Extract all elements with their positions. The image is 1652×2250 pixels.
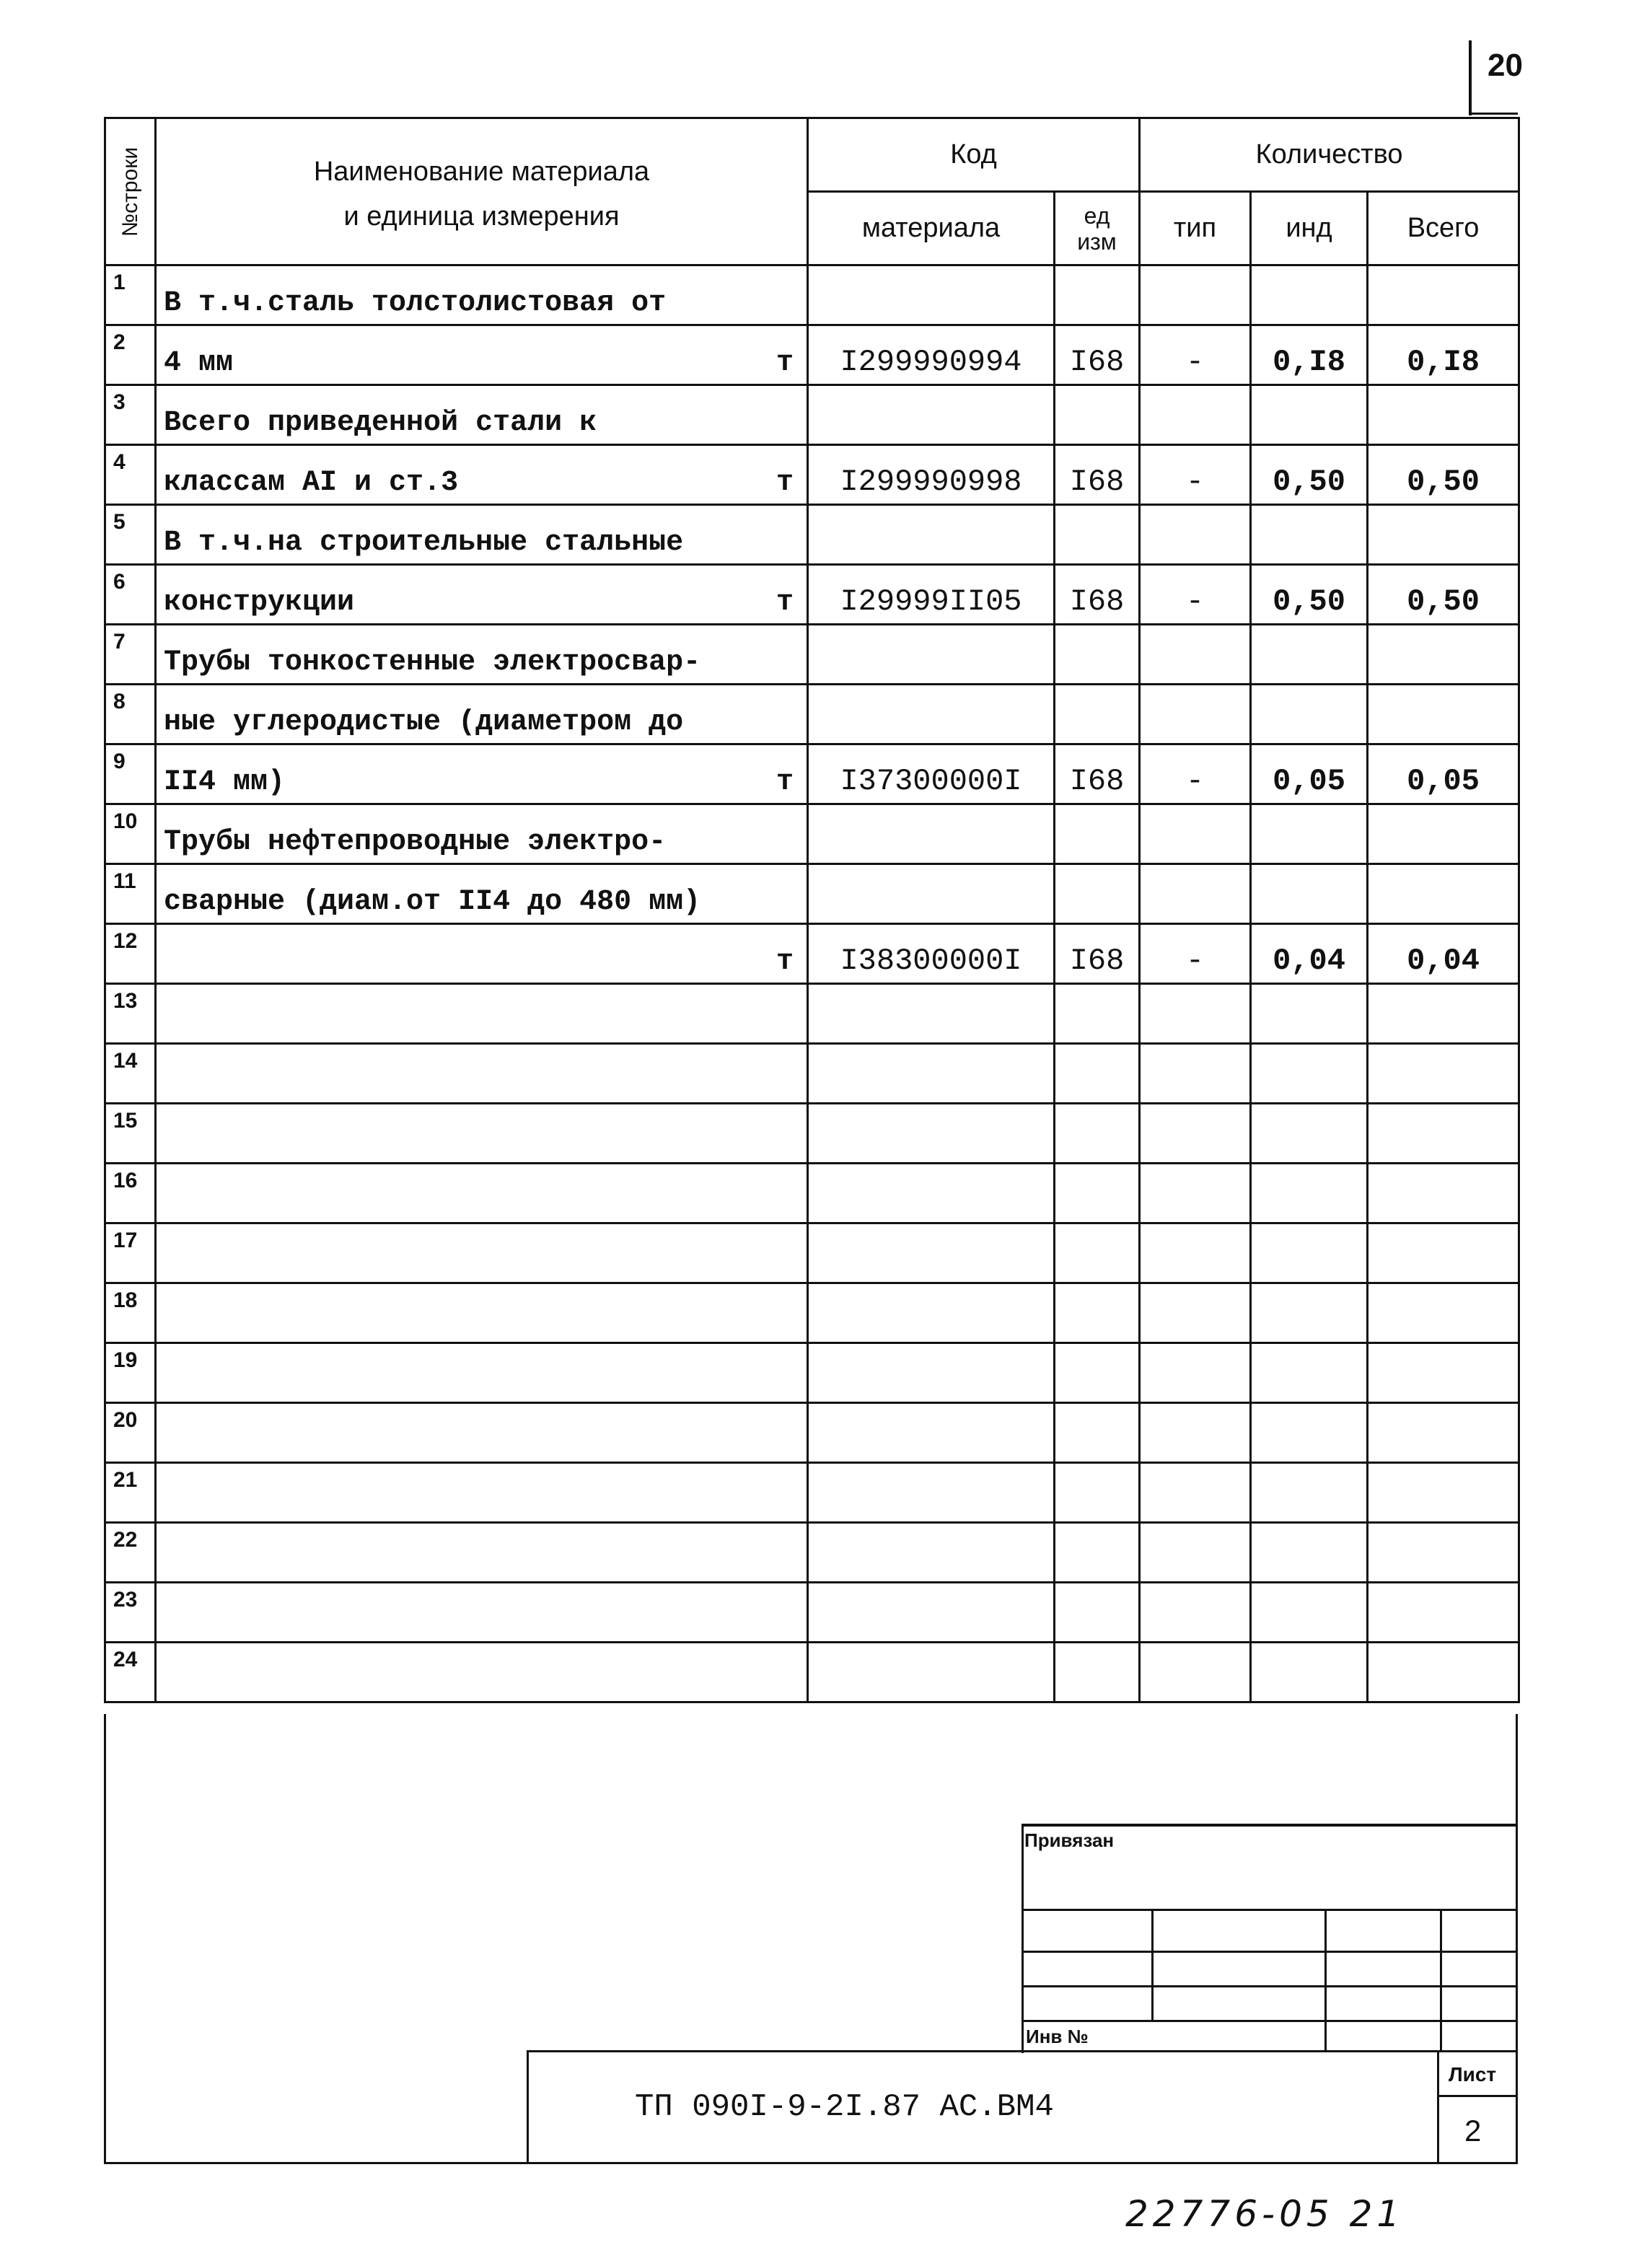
- name-cell: [156, 385, 808, 445]
- ind-text: 0,50: [1273, 584, 1345, 619]
- table-row: [105, 325, 1519, 385]
- ind-cell: [1251, 265, 1368, 325]
- row-number-cell: 14: [105, 1044, 156, 1104]
- table-row: [105, 1283, 1519, 1343]
- sheet-number: 2: [1464, 2114, 1482, 2148]
- material-code-cell: [808, 1044, 1055, 1104]
- name-cell: [156, 505, 808, 565]
- ind-cell: [1251, 385, 1368, 445]
- unit-text: т: [776, 347, 794, 379]
- unit-code-cell: [1055, 265, 1140, 325]
- unit-code-cell: [1055, 924, 1140, 984]
- material-code-cell: [808, 385, 1055, 445]
- row-number-cell: 19: [105, 1343, 156, 1403]
- ind-cell: [1251, 1583, 1368, 1643]
- material-code-text: I29999II05: [840, 584, 1022, 619]
- row-number-cell: 8: [105, 685, 156, 744]
- row-number-cell: 11: [105, 864, 156, 924]
- ind-cell: [1251, 565, 1368, 625]
- table-row: [105, 1463, 1519, 1523]
- stamp-line: [1440, 1909, 1442, 2050]
- ind-cell: [1251, 744, 1368, 804]
- type-text: -: [1185, 944, 1205, 978]
- type-cell: [1140, 1164, 1251, 1223]
- row-number-cell: 16: [105, 1164, 156, 1223]
- unit-code-cell: [1055, 385, 1140, 445]
- name-cell: [156, 924, 808, 984]
- material-code-cell: [808, 1223, 1055, 1283]
- type-cell: [1140, 1104, 1251, 1164]
- name-cell: [156, 804, 808, 864]
- ind-cell: [1251, 1463, 1368, 1523]
- material-code-cell: [808, 325, 1055, 385]
- name-cell: [156, 984, 808, 1044]
- row-number-cell: 20: [105, 1403, 156, 1463]
- ind-text: 0,05: [1273, 764, 1345, 799]
- material-code-cell: [808, 685, 1055, 744]
- table-row: [105, 1643, 1519, 1702]
- unit-code-cell: [1055, 744, 1140, 804]
- type-cell: [1140, 1223, 1251, 1283]
- unit-code-cell: [1055, 1403, 1140, 1463]
- table-row: [105, 1104, 1519, 1164]
- material-code-cell: [808, 1523, 1055, 1583]
- total-cell: [1368, 685, 1519, 744]
- table-row: [105, 1403, 1519, 1463]
- material-code-cell: [808, 984, 1055, 1044]
- material-code-cell: [808, 505, 1055, 565]
- name-cell: [156, 565, 808, 625]
- unit-code-cell: [1055, 445, 1140, 505]
- total-cell: [1368, 1583, 1519, 1643]
- unit-text: т: [776, 586, 794, 619]
- table-row: [105, 804, 1519, 864]
- ind-cell: [1251, 1643, 1368, 1702]
- material-code-cell: [808, 445, 1055, 505]
- row-number-cell: 15: [105, 1104, 156, 1164]
- total-cell: [1368, 744, 1519, 804]
- row-number-header: №строки: [105, 118, 156, 265]
- ind-header: инд: [1251, 192, 1368, 265]
- material-code-text: I299990998: [840, 465, 1022, 499]
- ind-text: 0,04: [1273, 944, 1345, 978]
- table-row: [105, 1343, 1519, 1403]
- total-cell: [1368, 864, 1519, 924]
- unit-code-cell: [1055, 565, 1140, 625]
- name-cell: [156, 1104, 808, 1164]
- row-number-cell: 1: [105, 265, 156, 325]
- unit-code-cell: [1055, 1343, 1140, 1403]
- total-cell: [1368, 445, 1519, 505]
- name-cell: [156, 864, 808, 924]
- name-text: Трубы нефтепроводные электро-: [164, 826, 667, 858]
- table-row: [105, 984, 1519, 1044]
- row-number-cell: 4: [105, 445, 156, 505]
- material-code-cell: [808, 924, 1055, 984]
- table-row: [105, 445, 1519, 505]
- ind-cell: [1251, 445, 1368, 505]
- type-cell: [1140, 1583, 1251, 1643]
- type-cell: [1140, 744, 1251, 804]
- page-number: 20: [1488, 48, 1523, 83]
- unit-code-text: I68: [1069, 944, 1125, 978]
- name-cell: [156, 625, 808, 685]
- total-cell: [1368, 1523, 1519, 1583]
- name-cell: [156, 325, 808, 385]
- document-code: ТП 090I-9-2I.87 АС.ВМ4: [635, 2089, 1054, 2125]
- name-cell: [156, 1164, 808, 1223]
- total-cell: [1368, 325, 1519, 385]
- type-header: тип: [1140, 192, 1251, 265]
- name-cell: [156, 1583, 808, 1643]
- row-number-cell: 6: [105, 565, 156, 625]
- code-header: Код: [808, 118, 1140, 192]
- row-number-cell: 22: [105, 1523, 156, 1583]
- name-cell: [156, 685, 808, 744]
- unit-text: т: [776, 467, 794, 499]
- table-row: [105, 265, 1519, 325]
- name-cell: [156, 1523, 808, 1583]
- name-cell: [156, 265, 808, 325]
- unit-code-cell: [1055, 1164, 1140, 1223]
- row-number-cell: 5: [105, 505, 156, 565]
- name-header-line1: Наименование материала: [313, 156, 650, 187]
- ind-cell: [1251, 1164, 1368, 1223]
- type-cell: [1140, 265, 1251, 325]
- ind-cell: [1251, 325, 1368, 385]
- stamp-line: [1021, 2020, 1518, 2022]
- unit-code-cell: [1055, 984, 1140, 1044]
- material-code-text: I299990994: [840, 345, 1022, 379]
- ind-cell: [1251, 625, 1368, 685]
- material-code-cell: [808, 1583, 1055, 1643]
- name-cell: [156, 1643, 808, 1702]
- material-code-cell: [808, 744, 1055, 804]
- name-text: 4 мм: [164, 347, 234, 379]
- unit-code-cell: [1055, 864, 1140, 924]
- total-cell: [1368, 1223, 1519, 1283]
- table-row: [105, 505, 1519, 565]
- name-text: ные углеродистые (диаметром до: [164, 706, 684, 739]
- type-cell: [1140, 1643, 1251, 1702]
- table-row: [105, 1523, 1519, 1583]
- type-cell: [1140, 924, 1251, 984]
- name-text: конструкции: [164, 586, 355, 619]
- title-block-divider: [1437, 2095, 1518, 2097]
- table-row: [105, 744, 1519, 804]
- table-row: [105, 685, 1519, 744]
- row-number-cell: 23: [105, 1583, 156, 1643]
- total-cell: [1368, 265, 1519, 325]
- row-number-cell: 17: [105, 1223, 156, 1283]
- name-cell: [156, 1283, 808, 1343]
- unit-code-text: I68: [1069, 465, 1125, 499]
- type-cell: [1140, 864, 1251, 924]
- name-header: [156, 118, 808, 265]
- ind-cell: [1251, 1104, 1368, 1164]
- type-cell: [1140, 804, 1251, 864]
- type-text: -: [1185, 764, 1205, 799]
- type-cell: [1140, 1523, 1251, 1583]
- ind-cell: [1251, 924, 1368, 984]
- total-cell: [1368, 1403, 1519, 1463]
- material-code-cell: [808, 1403, 1055, 1463]
- material-code-cell: [808, 1164, 1055, 1223]
- row-number-cell: 12: [105, 924, 156, 984]
- type-cell: [1140, 1403, 1251, 1463]
- type-cell: [1140, 445, 1251, 505]
- page-number-rule: [1469, 40, 1472, 115]
- unit-code-cell: [1055, 1463, 1140, 1523]
- total-text: 0,I8: [1407, 345, 1480, 379]
- total-cell: [1368, 385, 1519, 445]
- type-cell: [1140, 385, 1251, 445]
- type-cell: [1140, 565, 1251, 625]
- attached-label: Привязан: [1024, 1829, 1115, 1851]
- table-row: [105, 924, 1519, 984]
- ind-cell: [1251, 804, 1368, 864]
- name-text: II4 мм): [164, 766, 286, 799]
- title-block-divider: [1437, 2050, 1439, 2164]
- table-row: [105, 1223, 1519, 1283]
- total-cell: [1368, 1164, 1519, 1223]
- type-cell: [1140, 625, 1251, 685]
- quantity-header: Количество: [1140, 118, 1519, 192]
- table-row: [105, 864, 1519, 924]
- name-cell: [156, 1223, 808, 1283]
- name-text: Всего приведенной стали к: [164, 407, 597, 439]
- ind-cell: [1251, 1044, 1368, 1104]
- total-cell: [1368, 1463, 1519, 1523]
- ind-cell: [1251, 1223, 1368, 1283]
- type-cell: [1140, 685, 1251, 744]
- name-text: Трубы тонкостенные электросвар-: [164, 646, 701, 679]
- type-text: -: [1185, 465, 1205, 499]
- material-code-text: I38300000I: [840, 944, 1022, 978]
- total-cell: [1368, 984, 1519, 1044]
- row-number-cell: 18: [105, 1283, 156, 1343]
- total-cell: [1368, 1044, 1519, 1104]
- row-number-cell: 24: [105, 1643, 156, 1702]
- name-text: В т.ч.на строительные стальные: [164, 527, 684, 559]
- ind-text: 0,50: [1273, 465, 1345, 499]
- table-row: [105, 625, 1519, 685]
- material-header: материала: [808, 192, 1055, 265]
- unit-code-cell: [1055, 1283, 1140, 1343]
- table-row: [105, 565, 1519, 625]
- type-text: -: [1185, 584, 1205, 619]
- stamp-line: [1324, 1909, 1327, 2050]
- unit-code-cell: [1055, 685, 1140, 744]
- material-code-cell: [808, 1343, 1055, 1403]
- unit-code-cell: [1055, 1643, 1140, 1702]
- row-number-cell: 9: [105, 744, 156, 804]
- total-cell: [1368, 625, 1519, 685]
- type-cell: [1140, 505, 1251, 565]
- type-cell: [1140, 1343, 1251, 1403]
- ind-cell: [1251, 984, 1368, 1044]
- ind-text: 0,I8: [1273, 345, 1345, 379]
- name-cell: [156, 1403, 808, 1463]
- unit-code-text: I68: [1069, 584, 1125, 619]
- unit-header: ед изм: [1055, 192, 1140, 265]
- material-code-cell: [808, 565, 1055, 625]
- ind-cell: [1251, 685, 1368, 744]
- type-cell: [1140, 325, 1251, 385]
- ind-cell: [1251, 1403, 1368, 1463]
- stamp-line: [1021, 1909, 1518, 1911]
- material-code-text: I37300000I: [840, 764, 1022, 799]
- name-cell: [156, 1044, 808, 1104]
- row-number-cell: 3: [105, 385, 156, 445]
- material-code-cell: [808, 1463, 1055, 1523]
- stamp-line: [1021, 1951, 1518, 1953]
- ind-cell: [1251, 1283, 1368, 1343]
- unit-code-cell: [1055, 1223, 1140, 1283]
- material-code-cell: [808, 864, 1055, 924]
- material-code-cell: [808, 265, 1055, 325]
- unit-text: т: [776, 946, 794, 978]
- total-text: 0,05: [1407, 764, 1480, 799]
- total-text: 0,04: [1407, 944, 1480, 978]
- unit-code-cell: [1055, 1104, 1140, 1164]
- name-text: сварные (диам.от II4 до 480 мм): [164, 886, 701, 918]
- table-row: [105, 1583, 1519, 1643]
- unit-code-cell: [1055, 505, 1140, 565]
- material-code-cell: [808, 804, 1055, 864]
- row-number-cell: 10: [105, 804, 156, 864]
- page-number-underline: [1469, 113, 1518, 115]
- ind-cell: [1251, 1343, 1368, 1403]
- stamp-line: [1021, 1985, 1518, 1987]
- total-cell: [1368, 1283, 1519, 1343]
- total-header: Всего: [1368, 192, 1519, 265]
- ind-cell: [1251, 864, 1368, 924]
- unit-code-text: I68: [1069, 764, 1125, 799]
- table-row: [105, 1044, 1519, 1104]
- total-cell: [1368, 1643, 1519, 1702]
- stamp-line: [1151, 1909, 1154, 2021]
- row-number-cell: 21: [105, 1463, 156, 1523]
- material-code-cell: [808, 625, 1055, 685]
- table-row: [105, 1164, 1519, 1223]
- table-body: [105, 265, 1519, 1702]
- type-cell: [1140, 1463, 1251, 1523]
- unit-text: т: [776, 766, 794, 799]
- unit-code-cell: [1055, 804, 1140, 864]
- footer-handwritten-note: 22776-05 21: [1125, 2193, 1405, 2235]
- name-text: классам AI и ст.3: [164, 467, 459, 499]
- name-text: В т.ч.сталь толстолистовая от: [164, 287, 667, 320]
- type-text: -: [1185, 345, 1205, 379]
- table-row: [105, 385, 1519, 445]
- unit-code-cell: [1055, 625, 1140, 685]
- ind-cell: [1251, 1523, 1368, 1583]
- type-cell: [1140, 1283, 1251, 1343]
- material-code-cell: [808, 1283, 1055, 1343]
- total-cell: [1368, 804, 1519, 864]
- unit-code-cell: [1055, 1044, 1140, 1104]
- total-cell: [1368, 1343, 1519, 1403]
- ind-cell: [1251, 505, 1368, 565]
- name-header-line2: и единица измерения: [343, 201, 620, 232]
- name-cell: [156, 445, 808, 505]
- type-cell: [1140, 1044, 1251, 1104]
- name-cell: [156, 744, 808, 804]
- inventory-number-label: Инв №: [1026, 2026, 1089, 2047]
- total-cell: [1368, 565, 1519, 625]
- row-number-cell: 7: [105, 625, 156, 685]
- row-number-cell: 13: [105, 984, 156, 1044]
- material-code-cell: [808, 1104, 1055, 1164]
- unit-code-text: I68: [1069, 345, 1125, 379]
- total-cell: [1368, 505, 1519, 565]
- total-text: 0,50: [1407, 465, 1480, 499]
- material-code-cell: [808, 1643, 1055, 1702]
- total-cell: [1368, 924, 1519, 984]
- row-number-cell: 2: [105, 325, 156, 385]
- type-cell: [1140, 984, 1251, 1044]
- name-cell: [156, 1343, 808, 1403]
- name-cell: [156, 1463, 808, 1523]
- sheet-label: Лист: [1449, 2063, 1497, 2086]
- unit-code-cell: [1055, 325, 1140, 385]
- attachment-stamp: [1021, 1824, 1518, 2053]
- unit-code-cell: [1055, 1583, 1140, 1643]
- total-text: 0,50: [1407, 584, 1480, 619]
- unit-code-cell: [1055, 1523, 1140, 1583]
- materials-table: [104, 117, 1520, 1703]
- total-cell: [1368, 1104, 1519, 1164]
